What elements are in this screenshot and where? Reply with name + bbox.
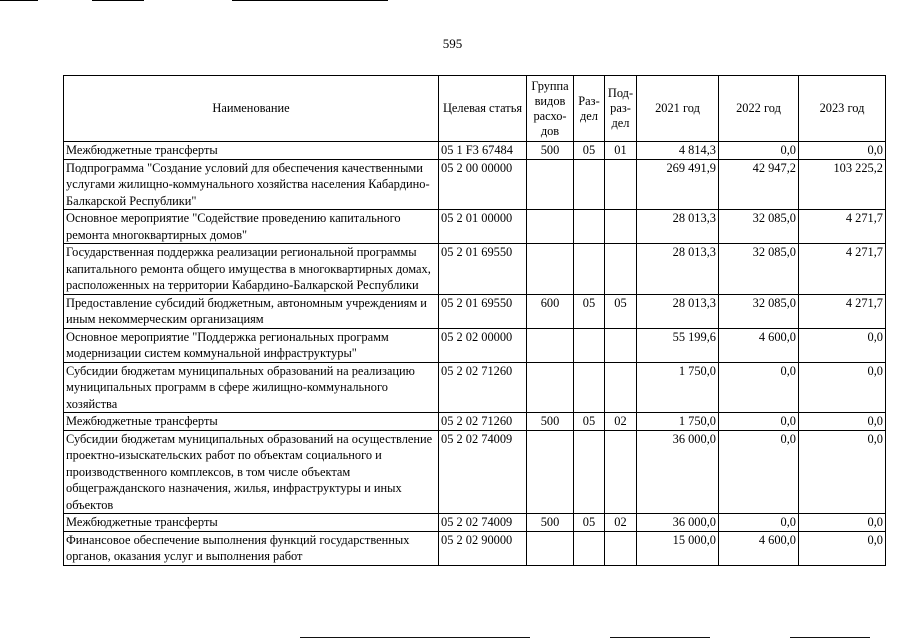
row-name: Финансовое обеспечение выполнения функций государственных органов, оказания услуг и выполнения работ	[64, 531, 439, 565]
row-value-2022: 32 085,0	[719, 294, 799, 328]
row-value-2021: 36 000,0	[637, 430, 719, 514]
header-group: Группа видов расхо-дов	[527, 76, 574, 142]
row-value-2023: 4 271,7	[799, 294, 886, 328]
header-2022: 2022 год	[719, 76, 799, 142]
row-value-2023: 103 225,2	[799, 159, 886, 210]
row-value-2021: 269 491,9	[637, 159, 719, 210]
row-subsection: 05	[605, 294, 637, 328]
row-name: Межбюджетные трансферты	[64, 413, 439, 431]
row-name: Субсидии бюджетам муниципальных образований на реализацию муниципальных программ в сфере жилищно-коммунального хозяйства	[64, 362, 439, 413]
row-value-2022: 0,0	[719, 142, 799, 160]
row-value-2021: 1 750,0	[637, 413, 719, 431]
row-value-2022: 4 600,0	[719, 531, 799, 565]
row-value-2023: 0,0	[799, 514, 886, 532]
header-2023: 2023 год	[799, 76, 886, 142]
table-header-row	[64, 76, 886, 142]
row-subsection	[605, 362, 637, 413]
row-subsection: 01	[605, 142, 637, 160]
header-subsection: Под-раз-дел	[605, 76, 637, 142]
row-name: Межбюджетные трансферты	[64, 142, 439, 160]
table-row	[64, 413, 886, 431]
row-group: 500	[527, 514, 574, 532]
row-value-2022: 0,0	[719, 413, 799, 431]
row-group	[527, 159, 574, 210]
row-group	[527, 430, 574, 514]
row-section: 05	[574, 514, 605, 532]
row-section	[574, 210, 605, 244]
row-name: Субсидии бюджетам муниципальных образований на осуществление проектно-изыскательских работ по объектам социального и производственного комплексов, в том числе объектам общегражданского назначения, жилья, инфраструктуры и иных объектов	[64, 430, 439, 514]
row-group: 600	[527, 294, 574, 328]
header-name: Наименование	[64, 76, 439, 142]
scan-artifact-bottom-3	[790, 637, 870, 638]
row-group	[527, 531, 574, 565]
row-value-2022: 32 085,0	[719, 244, 799, 295]
row-name: Межбюджетные трансферты	[64, 514, 439, 532]
row-group	[527, 210, 574, 244]
row-section: 05	[574, 413, 605, 431]
row-name: Основное мероприятие "Содействие проведению капитального ремонта многоквартирных домов"	[64, 210, 439, 244]
row-value-2021: 28 013,3	[637, 210, 719, 244]
table-row	[64, 514, 886, 532]
table-row	[64, 244, 886, 295]
row-value-2022: 0,0	[719, 362, 799, 413]
row-value-2022: 0,0	[719, 430, 799, 514]
row-group	[527, 362, 574, 413]
row-code: 05 2 02 74009	[439, 430, 527, 514]
row-value-2023: 4 271,7	[799, 210, 886, 244]
row-section	[574, 159, 605, 210]
row-value-2023: 0,0	[799, 531, 886, 565]
row-subsection	[605, 531, 637, 565]
row-value-2021: 28 013,3	[637, 244, 719, 295]
row-value-2023: 0,0	[799, 142, 886, 160]
row-value-2022: 0,0	[719, 514, 799, 532]
scan-artifact-bottom-1	[300, 637, 530, 638]
row-code: 05 2 02 00000	[439, 328, 527, 362]
header-2021: 2021 год	[637, 76, 719, 142]
row-value-2021: 15 000,0	[637, 531, 719, 565]
row-section	[574, 531, 605, 565]
row-name: Основное мероприятие "Поддержка региональных программ модернизации систем коммунальной инфраструктуры"	[64, 328, 439, 362]
row-group	[527, 244, 574, 295]
table-row	[64, 159, 886, 210]
row-code: 05 2 02 74009	[439, 514, 527, 532]
row-value-2021: 28 013,3	[637, 294, 719, 328]
row-code: 05 2 02 90000	[439, 531, 527, 565]
row-subsection	[605, 159, 637, 210]
row-value-2021: 55 199,6	[637, 328, 719, 362]
row-subsection	[605, 244, 637, 295]
row-value-2022: 4 600,0	[719, 328, 799, 362]
table-row	[64, 294, 886, 328]
row-group: 500	[527, 413, 574, 431]
row-value-2023: 0,0	[799, 430, 886, 514]
row-section: 05	[574, 294, 605, 328]
table-row	[64, 328, 886, 362]
budget-table	[63, 75, 886, 566]
scan-artifact-top-left	[0, 0, 38, 1]
row-section	[574, 430, 605, 514]
row-name: Подпрограмма "Создание условий для обеспечения качественными услугами жилищно-коммунального хозяйства населения Кабардино-Балкарской Республики"	[64, 159, 439, 210]
row-value-2022: 42 947,2	[719, 159, 799, 210]
scan-artifact-top-right	[232, 0, 388, 1]
table-row	[64, 142, 886, 160]
row-subsection	[605, 430, 637, 514]
table-row	[64, 210, 886, 244]
row-value-2022: 32 085,0	[719, 210, 799, 244]
row-code: 05 2 01 69550	[439, 294, 527, 328]
table-row	[64, 531, 886, 565]
row-code: 05 2 01 00000	[439, 210, 527, 244]
row-subsection: 02	[605, 514, 637, 532]
row-group	[527, 328, 574, 362]
header-section: Раз-дел	[574, 76, 605, 142]
row-code: 05 2 02 71260	[439, 413, 527, 431]
row-name: Предоставление субсидий бюджетным, автономным учреждениям и иным некоммерческим организациям	[64, 294, 439, 328]
row-code: 05 2 00 00000	[439, 159, 527, 210]
scan-artifact-bottom-2	[610, 637, 710, 638]
page-number: 595	[442, 36, 463, 51]
row-name: Государственная поддержка реализации региональной программы капитального ремонта общего имущества в многоквартирных домах, расположенных на территории Кабардино-Балкарской Республики	[64, 244, 439, 295]
row-section	[574, 328, 605, 362]
row-subsection	[605, 210, 637, 244]
row-section	[574, 362, 605, 413]
scan-artifact-top-mid	[92, 0, 144, 1]
row-group: 500	[527, 142, 574, 160]
row-section	[574, 244, 605, 295]
row-value-2021: 36 000,0	[637, 514, 719, 532]
row-subsection	[605, 328, 637, 362]
row-code: 05 2 02 71260	[439, 362, 527, 413]
header-target: Целевая статья	[439, 76, 527, 142]
table-row	[64, 430, 886, 514]
row-value-2023: 0,0	[799, 362, 886, 413]
table-row	[64, 362, 886, 413]
row-code: 05 1 F3 67484	[439, 142, 527, 160]
row-value-2021: 4 814,3	[637, 142, 719, 160]
row-value-2023: 0,0	[799, 413, 886, 431]
row-value-2023: 0,0	[799, 328, 886, 362]
row-value-2021: 1 750,0	[637, 362, 719, 413]
row-section: 05	[574, 142, 605, 160]
row-subsection: 02	[605, 413, 637, 431]
row-value-2023: 4 271,7	[799, 244, 886, 295]
row-code: 05 2 01 69550	[439, 244, 527, 295]
